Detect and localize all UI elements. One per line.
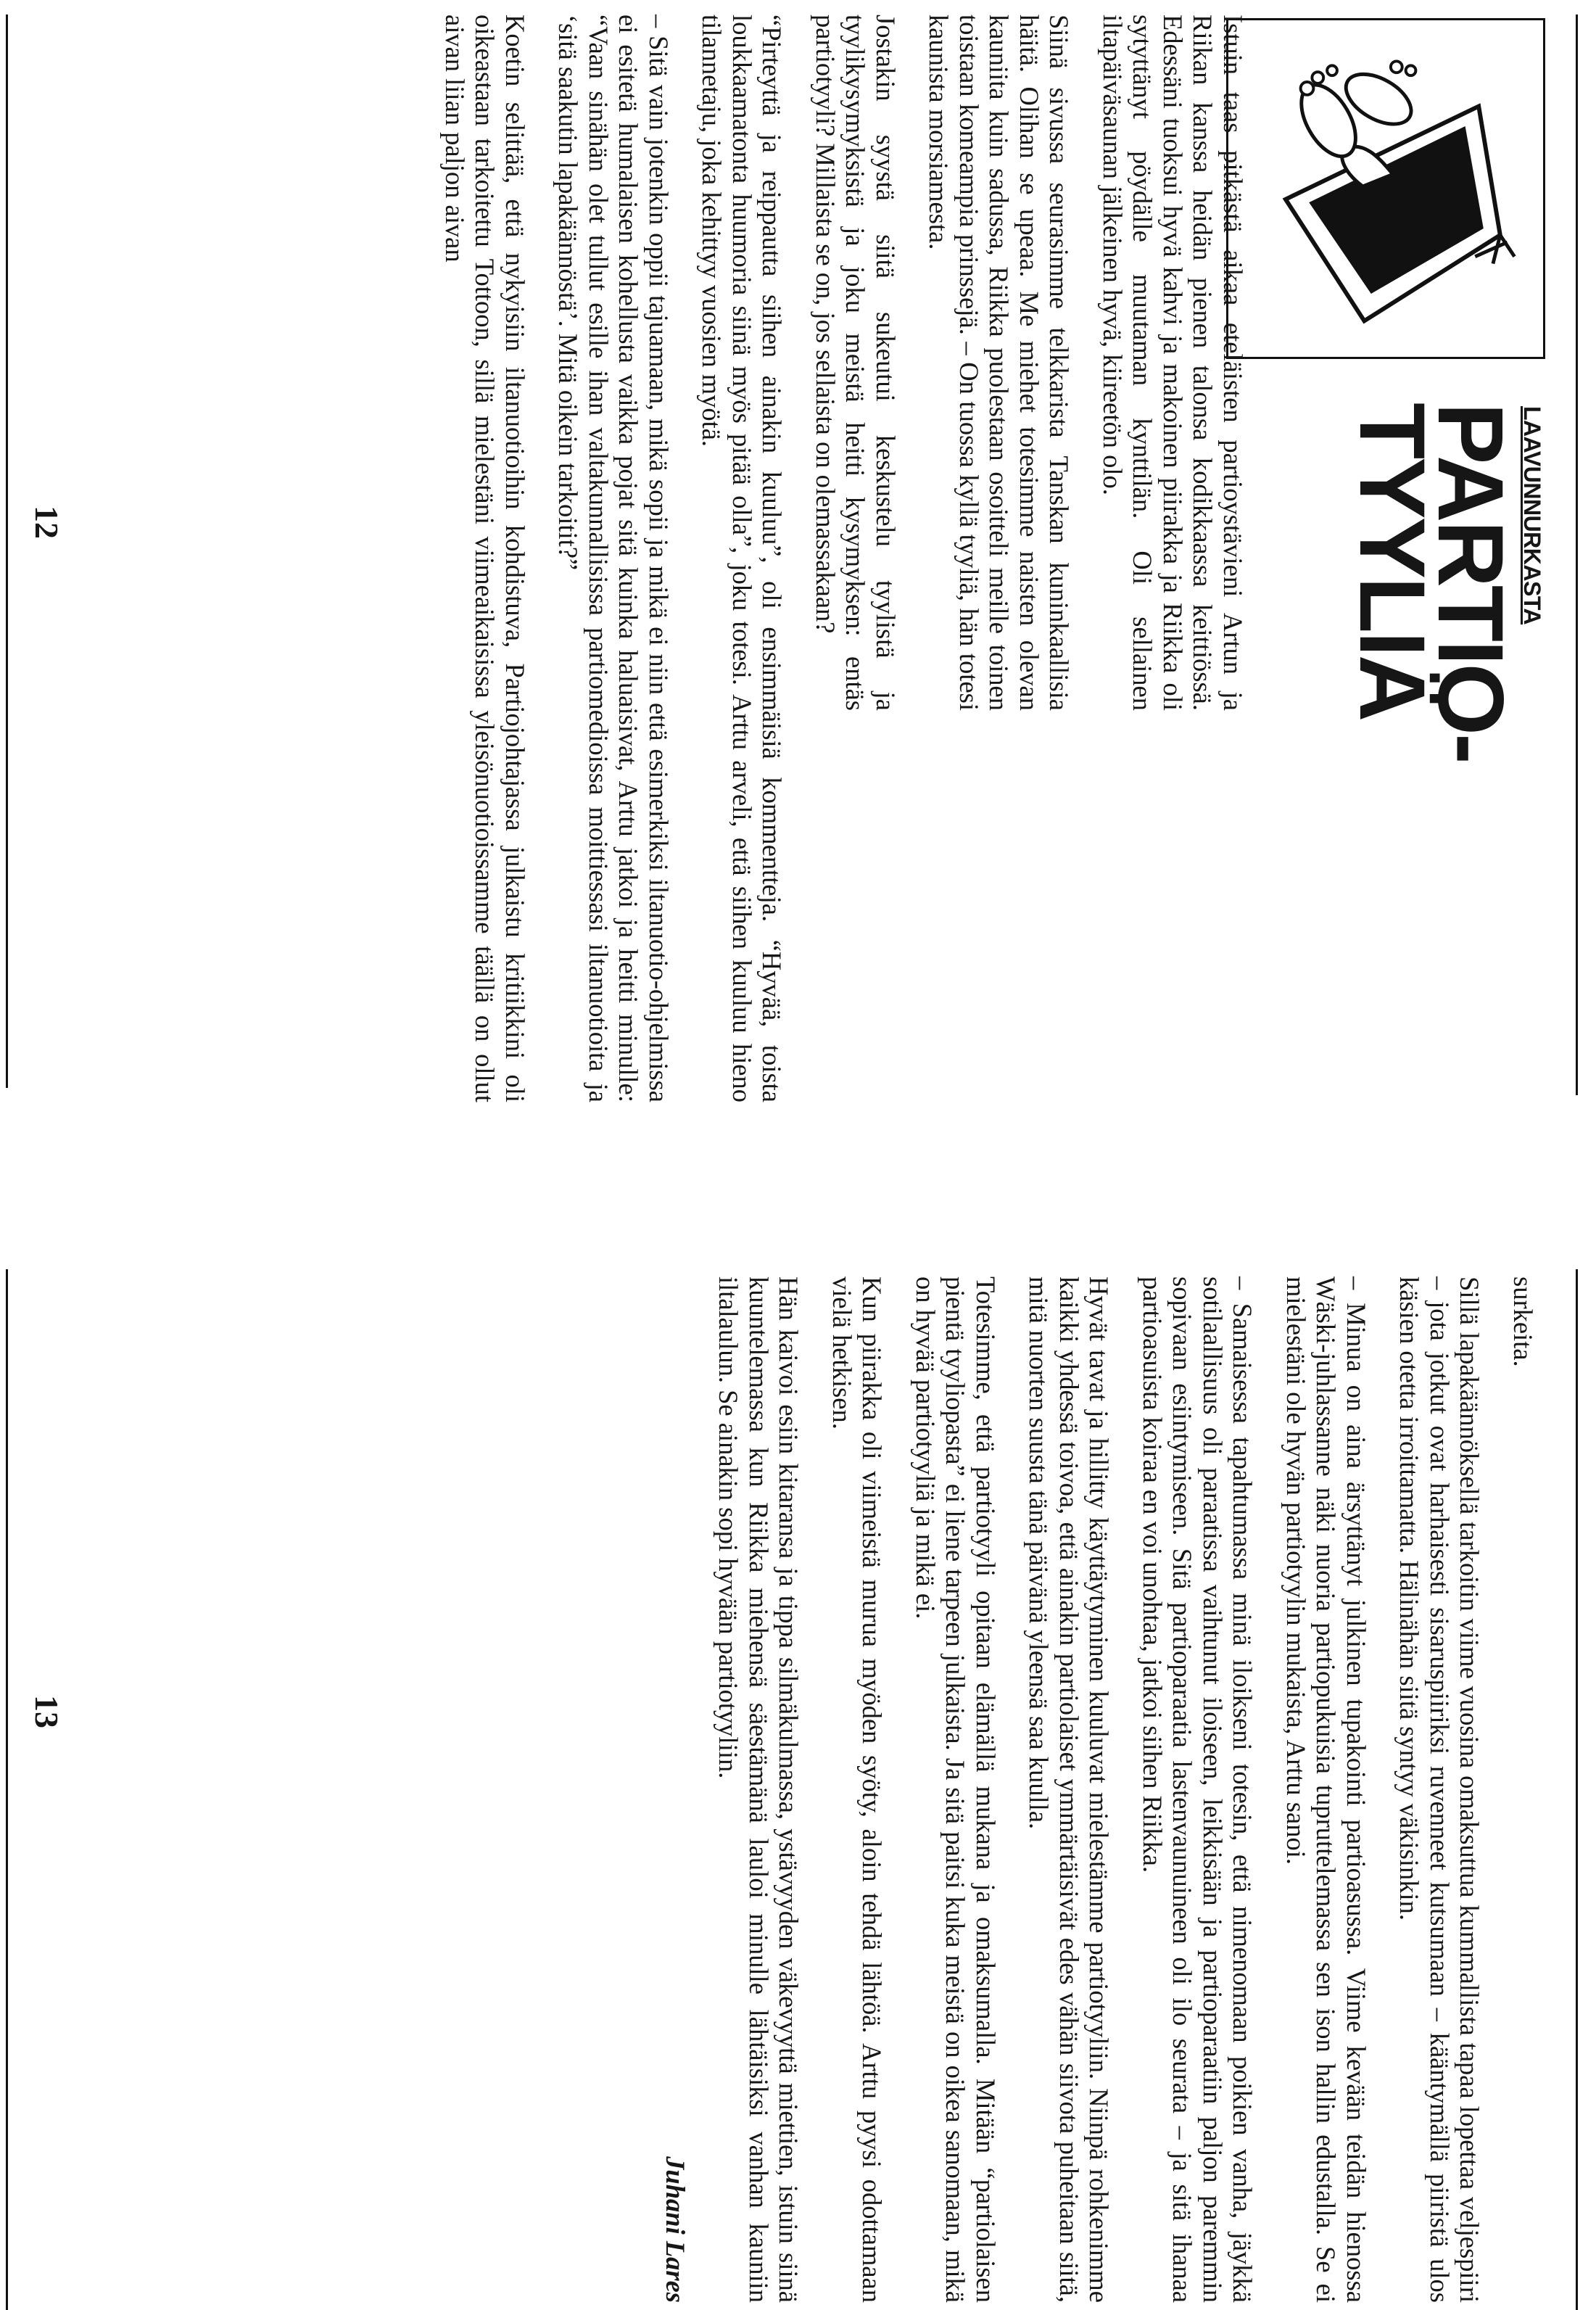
paragraph: surkeita. <box>1508 1276 1538 1367</box>
paragraph: – Sitä vain jotenkin oppii tajuamaan, mikä sopii ja mikä ei niin että esimerkiksi iltanuotio-ohjelmissa ei esitetä humalaisen kohellusta vaikka pojat sitä kuinka haluaisivat, Arttu jatkoi ja heitti minulle: “Vaan sinähän olet tullut esille ihan valtakunnallisissa partiomedioissa moittiessasi iltanuotioita ja ‘sitä saakutin lapakäännöstä’. Mitä oikein tarkoitit?” <box>553 15 674 1102</box>
paragraph: Kun piirakka oli viimeistä murua myöden syöty, aloin tehdä lähtöä. Arttu pyysi odottamaan vielä hetkisen. <box>827 1276 888 2303</box>
paragraph: Hyvät tavat ja hillitty käyttäytyminen kuuluvat mielestämme partiotyyliin. Niinpä rohkenimme kaikki yhdessä toivoa, että ainakin partiolaiset ymmärtäisivät edes vähän siivota puheitaan siitä, mitä nuorten suusta tänä päivänä yleensä saa kuulla. <box>1024 1276 1115 2303</box>
paragraph: Jostakin syystä siitä sukeutui keskustelu tyylistä ja tyylikysymyksistä ja joku meistä heitti kysymyksen: entäs partiotyyli? Millaista se on, jos sellaista on olemassakaan? <box>811 15 901 711</box>
paragraph: Hän kaivoi esiin kitaransa ja tippa silmäkulmassa, ystävyyden väkevyyttä miettien, istuin siinä kuuntelemassa kun Riikka miehensä säestämänä lauloi minulle lähtäisiksi vanhan kauniin iltalaulun. Se ainakin sopi hyvään partiotyyliin. <box>714 1276 804 2303</box>
top-rule <box>1576 1269 1578 2310</box>
left-page-text <box>417 15 1539 1102</box>
paragraph: “Pirteyttä ja reippautta siihen ainakin kuuluu”, oli ensimmäisiä kommentteja. “Hyvää, toista loukkaamatonta huumoria siinä myös pitää olla”, joku totesi. Arttu arveli, että siihen kuuluu hieno tilannetaju, joka kehittyy vuosien myötä. <box>697 15 787 1102</box>
page-12 <box>0 0 1596 1124</box>
headline-line-1: PARTIO- <box>1418 403 1522 762</box>
paragraph: Totesimme, että partiotyyli opitaan elämällä mukana ja omaksumalla. Mitään “partiolaisen pientä tyyliopasta” ei liene tarpeen julkaista. Ja sitä paitsi kuka meistä on oikea sanomaan, mikä on hyvää partiotyyliä ja mikä ei. <box>911 1276 1001 2303</box>
paragraph: Sillä lapakäännöksellä tarkoitin viime vuosina omaksuttua kummallista tapaa lopettaa veljespiiri – jota jotkut ovat harhaisesti sisaruspiiriksi ruvenneet kutsumaan – kääntymällä piiristä ulos käsien otetta irroittamatta. Hälinähän siitä syntyy väkisinkin. <box>1394 1276 1485 2303</box>
page-number: 13 <box>28 1695 65 1728</box>
paragraph: Siinä sivussa seurasimme telkkarista Tanskan kuninkaallisia häitä. Olihan se upeaa. Me miehet totesimme naisten olevan kauniita kuin sadussa, Riikka puolestaan osoitteli meille toinen toistaan komeampia prinssejä. – On tuossa kyllä tyyliä, hän totesi kaunista morsiamesta. <box>924 15 1075 711</box>
top-rule <box>1576 15 1578 1095</box>
intro-column <box>811 15 1539 711</box>
bottom-rule <box>6 1269 8 2310</box>
paragraph: – Minua on aina ärsyttänyt julkinen tupakointi partioasussa. Viime kevään teidän hienossa Wäski-juhlassanne näki nuoria partiopukuisia tupruttelemassa sen ison hallin edustalla. Se ei mielestäni ole hyvän partiotyylin mukaista, Arttu sanoi. <box>1281 1276 1371 2303</box>
bottom-rule <box>6 15 8 1088</box>
page-number: 12 <box>28 506 65 539</box>
right-page-text <box>661 1276 1539 2303</box>
page-13 <box>0 1175 1596 2310</box>
paragraph: Koetin selittää, että nykyisiin iltanuotioihin kohdistuva, Partiojohtajassa julkaistu kritiikkini oli oikeastaan tarkoitettu Tottoon, sillä mielestäni viimeaikaisissa yleisönuotioissamme täällä on ollut aivan liian paljon aivan <box>440 15 530 1102</box>
paragraph: – Samaisessa tapahtumassa minä iloikseni totesin, että nimenomaan poikien vanha, jäykkä sotilaallisuus oli paraatissa vaihtunut iloiseen, leikkisään ja partioparaatiin paljon paremmin sopivaan esiintymiseen. Sitä partioparaatia lastenvaunuineen oli ilo seurata – ja sitä ihanaa partioasuista koiraa en voi unohtaa, jatkoi siihen Riikka. <box>1138 1276 1258 2303</box>
paragraph: Istuin taas pitkästä aikaa eteläisten partioystävieni Artun ja Riikan kanssa heidän pienen talonsa kodikkaassa keittiössä. Edessäni tuoksui hyvä kahvi ja makoinen piirakka ja Riikka oli sytyttänyt pöydälle muutaman kynttilän. Oli sellainen iltapäiväsaunan jälkeinen hyvä, kiireetön olo. <box>1098 15 1248 711</box>
headline-line-2: TYYLIÄ <box>1340 403 1444 720</box>
section-kicker: LAAVUNNURKASTA <box>1519 406 1545 625</box>
author-signature: Juhani Lares <box>661 2156 690 2303</box>
